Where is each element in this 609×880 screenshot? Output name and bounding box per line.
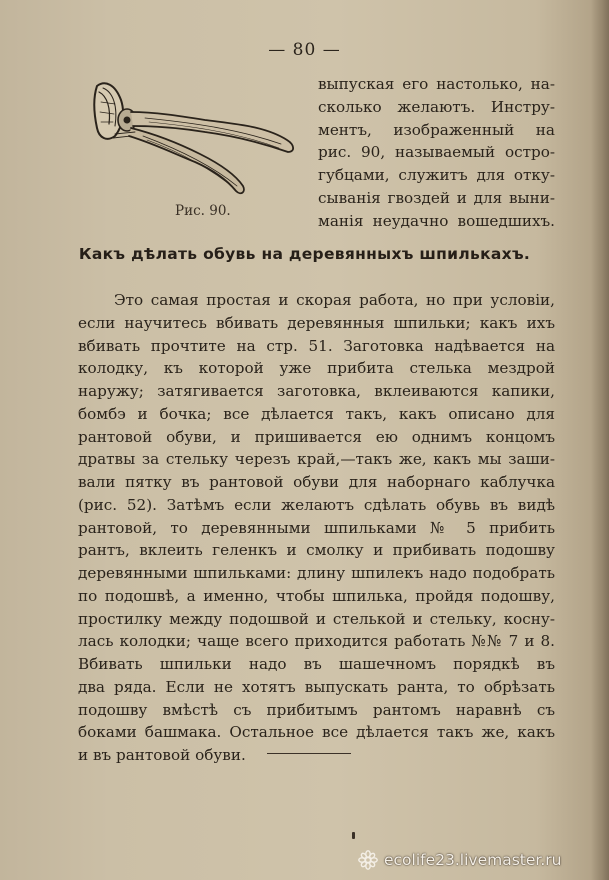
body-line: лась колодки; чаще всего приходится работать №№ 7 и 8. [78,632,555,651]
body-line: деревянными шпильками: длину шпилекъ надо подобрать [78,564,555,582]
page-number: — 80 — [268,40,341,60]
body-line: простилку между подошвой и стелькой и стельку, косну- [78,609,555,628]
page-edge-shadow [591,0,609,880]
flower-logo-icon [358,850,378,870]
body-line: Это самая простая и скорая работа, но при условіи, [114,291,555,309]
figure-nippers [85,78,305,203]
nippers-icon [85,78,305,203]
body-line: вали пятку въ рантовой обуви для наборнаго каблучка [78,473,555,491]
side-line: выпуская его настолько, на- [318,75,555,93]
side-line: губцами, служитъ для отку- [318,166,555,185]
section-title: Какъ дѣлать обувь на деревянныхъ шпилькахъ. [78,245,531,263]
side-line: сколько желаютъ. Инстру- [318,97,555,116]
body-line: рантовой обуви, и пришивается ею однимъ концомъ [78,427,555,446]
watermark-text: ecolife23.livemaster.ru [384,851,562,869]
body-line: наружу; затягивается заготовка, вклеиваются капики, [78,382,555,400]
body-line: по подошвѣ, а именно, чтобы шпилька, пройдя подошву, [78,586,555,605]
figure-caption: Рис. 90. [175,203,231,219]
body-line: дратвы за стельку черезъ край,—такъ же, какъ мы заши- [78,450,555,469]
body-line: рантовой, то деревянными шпильками № 5 прибить [78,518,555,537]
body-line: бомбэ и бочка; все дѣлается такъ, какъ описано для [78,404,555,423]
side-line: ментъ, изображенный на [318,120,555,139]
body-paragraph [78,289,555,767]
side-line: рис. 90, называемый остро- [318,143,555,162]
body-line: (рис. 52). Затѣмъ если желаютъ сдѣлать обувь въ видѣ [78,495,555,514]
section-divider [267,753,351,754]
body-line: Вбивать шпильки надо въ шашечномъ порядкѣ въ [78,655,555,673]
ink-speck [352,832,355,839]
body-line: колодку, къ которой уже прибита стелька мездрой [78,359,555,378]
side-line: сыванія гвоздей и для выни- [318,188,555,207]
side-line: манія неудачно вошедшихъ. [318,211,555,230]
side-paragraph [318,73,555,233]
body-line: рантъ, вклеить геленкъ и смолку и прибивать подошву [78,541,555,560]
body-line: и въ рантовой обуви. [78,746,246,764]
watermark [358,848,561,872]
body-line: два ряда. Если не хотятъ выпускать ранта, то обрѣзать [78,677,555,696]
body-line: если научитесь вбивать деревянныя шпильки; какъ ихъ [78,313,555,332]
body-line: боками башмака. Остальное все дѣлается такъ же, какъ [78,723,555,742]
body-line: вбивать прочтите на стр. 51. Заготовка надѣвается на [78,336,555,355]
body-line: подошву вмѣстѣ съ прибитымъ рантомъ наравнѣ съ [78,700,555,719]
